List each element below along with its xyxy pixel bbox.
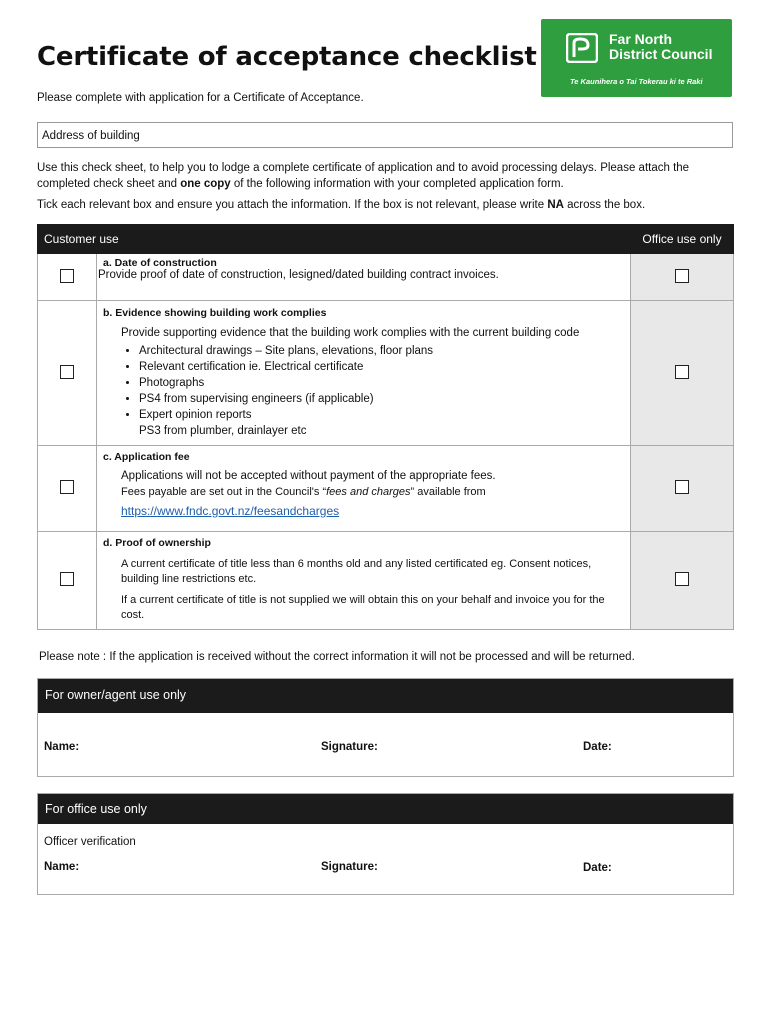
list-item: • Relevant certification ie. Electrical certificate: [139, 359, 624, 375]
customer-checkbox-c[interactable]: [60, 480, 74, 494]
customer-checkbox-b[interactable]: [60, 365, 74, 379]
officer-verification-label: Officer verification: [44, 836, 136, 848]
checklist-row-a: [38, 254, 734, 301]
item-d-label: d. Proof of ownership: [103, 537, 211, 549]
logo-line-1: Far North: [609, 31, 672, 47]
checklist-row-d: [38, 532, 734, 630]
customer-checkbox-a[interactable]: [60, 269, 74, 283]
owner-agent-panel: [37, 678, 734, 777]
office-checkbox-c[interactable]: [675, 480, 689, 494]
officer-signature-field[interactable]: Signature:: [321, 861, 378, 873]
list-item: • PS4 from supervising engineers (if applicable): [139, 391, 624, 407]
instructions-paragraph-2: Tick each relevant box and ensure you attach the information. If the box is not relevant, please write NA across the box.: [37, 199, 646, 211]
customer-checkbox-d[interactable]: [60, 572, 74, 586]
office-checkbox-b[interactable]: [675, 365, 689, 379]
checklist-table: [37, 224, 734, 630]
instructions-paragraph-1: Use this check sheet, to help you to lodge a complete certificate of application and to avoid processing delays. Please attach the completed check sheet and one copy of the following information with your completed application form.: [37, 162, 690, 190]
processing-note: Please note : If the application is received without the correct information it will not be processed and will be returned.: [39, 651, 635, 663]
item-b-intro: Provide supporting evidence that the building work complies with the current building code: [121, 327, 580, 339]
item-a-text: Provide proof of date of construction, lesigned/dated building contract invoices.: [98, 269, 499, 281]
officer-name-field[interactable]: Name:: [44, 861, 80, 873]
page-title: Certificate of acceptance checklist: [37, 42, 537, 72]
item-b-label: b. Evidence showing building work complies: [103, 307, 327, 319]
council-logo: [541, 19, 732, 97]
list-item: • Photographs: [139, 375, 624, 391]
checklist-row-c: [38, 446, 734, 532]
owner-signature-field[interactable]: Signature:: [321, 741, 378, 753]
office-use-panel: [37, 793, 734, 895]
list-item: • Expert opinion reports: [139, 407, 624, 423]
office-checkbox-d[interactable]: [675, 572, 689, 586]
evidence-list: [101, 343, 624, 423]
list-item: • Architectural drawings – Site plans, elevations, floor plans: [139, 343, 624, 359]
owner-date-field[interactable]: Date:: [583, 741, 612, 753]
office-checkbox-a[interactable]: [675, 269, 689, 283]
logo-tagline: Te Kaunihera o Tai Tokerau ki te Raki: [570, 77, 703, 86]
checklist-row-b: [38, 301, 734, 446]
office-use-panel-header: For office use only: [38, 794, 733, 824]
officer-date-field[interactable]: Date:: [583, 862, 612, 874]
owner-name-field[interactable]: Name:: [44, 741, 80, 753]
item-d-paragraph-2: If a current certificate of title is not supplied we will obtain this on your behalf and invoice you for the cost.: [121, 594, 605, 621]
customer-use-header: Customer use: [38, 225, 631, 254]
fees-link[interactable]: https://www.fndc.govt.nz/feesandcharges: [121, 504, 340, 518]
office-use-header: Office use only: [631, 225, 734, 254]
item-b-extra: PS3 from plumber, drainlayer etc: [139, 425, 307, 437]
intro-text: Please complete with application for a Certificate of Acceptance.: [37, 92, 364, 104]
logo-line-2: District Council: [609, 46, 713, 62]
checklist-header-row: [38, 225, 734, 254]
fern-logo-icon: [566, 33, 598, 63]
address-label: Address of building: [42, 130, 140, 142]
item-d-paragraph-1: A current certificate of title less than 6 months old and any listed certificated eg. Consent notices, building line restrictions etc.: [121, 558, 592, 585]
owner-agent-header: For owner/agent use only: [38, 679, 733, 713]
item-a-label: a. Date of construction: [103, 257, 217, 269]
item-c-label: c. Application fee: [103, 451, 190, 463]
address-field[interactable]: [37, 122, 733, 148]
item-c-line1: Applications will not be accepted without payment of the appropriate fees.: [121, 470, 496, 482]
item-c-line2: Fees payable are set out in the Council's “fees and charges” available from: [121, 486, 486, 498]
